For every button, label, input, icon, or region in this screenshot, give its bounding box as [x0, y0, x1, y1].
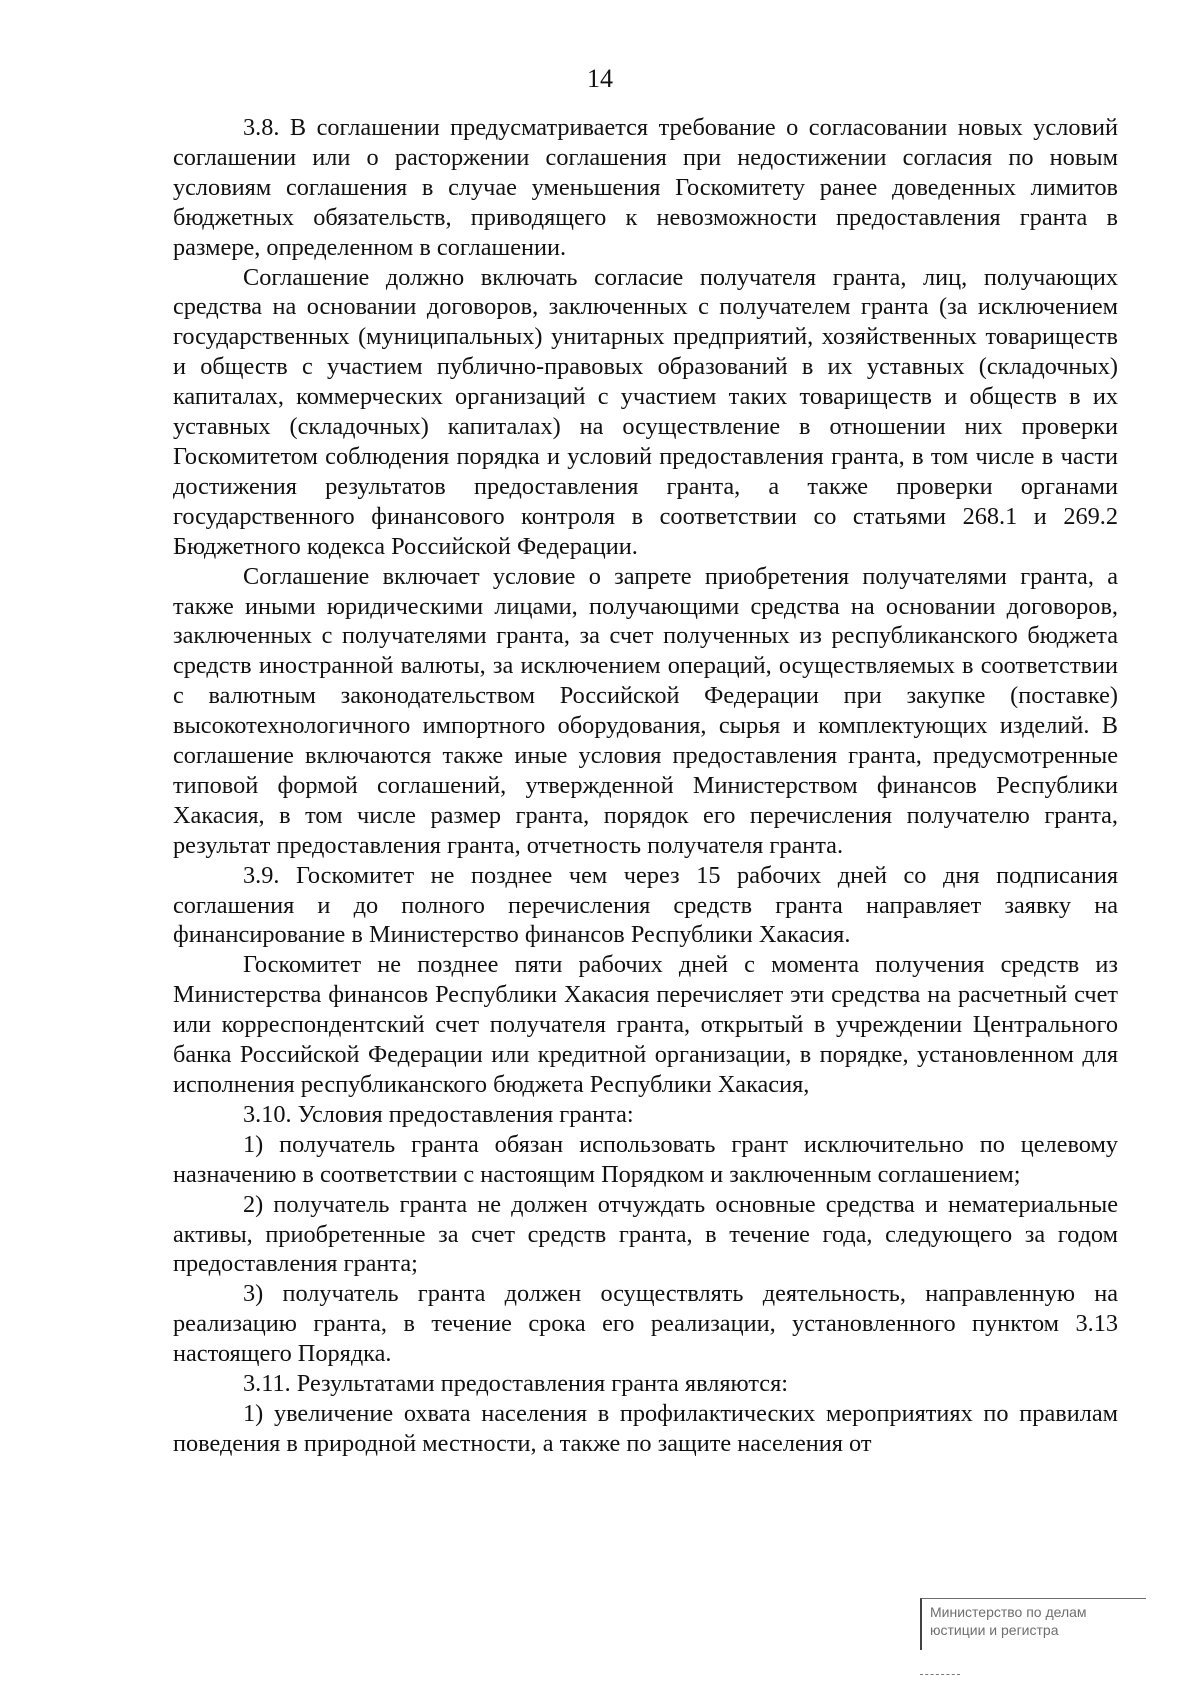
- stamp-line-1: Министерство по делам: [930, 1604, 1087, 1620]
- list-item-result-1: 1) увеличение охвата населения в профилактических мероприятиях по правилам поведения в природной местности, а также по защите населения от: [173, 1399, 1118, 1457]
- paragraph-3-11: 3.11. Результатами предоставления гранта являются:: [243, 1370, 788, 1398]
- list-item-condition-2: 2) получатель гранта не должен отчуждать основные средства и нематериальные активы, приобретенные за счет средств гранта, в течение года, следующего за годом предоставления гранта;: [173, 1190, 1118, 1278]
- paragraph-3-8: 3.8. В соглашении предусматривается требование о согласовании новых условий соглашении или о расторжении соглашения при недостижении согласия по новым условиям соглашения в случае уменьшения Госкомитету ранее доведенных лимитов бюджетных обязательств, приводящего к невозможности предоставления гранта в размере, определенном в соглашении.: [173, 114, 1118, 261]
- document-body: [173, 113, 1118, 1459]
- list-item-condition-3: 3) получатель гранта должен осуществлять деятельность, направленную на реализацию гранта, в течение срока его реализации, установленного пунктом 3.13 настоящего Порядка.: [173, 1280, 1118, 1368]
- paragraph-3-9: 3.9. Госкомитет не позднее чем через 15 рабочих дней со дня подписания соглашения и до полного перечисления средств гранта направляет заявку на финансирование в Министерство финансов Республики Хакасия.: [173, 861, 1118, 949]
- page-number: 14: [587, 64, 613, 93]
- paragraph-agreement-consent: Соглашение должно включать согласие получателя гранта, лиц, получающих средства на основании договоров, заключенных с получателем гранта (за исключением государственных (муниципальных) унитарных предприятий, хозяйственных товариществ и обществ с участием публично-правовых образований в их уставных (складочных) капиталах, коммерческих организаций с участием таких товариществ и обществ в их уставных (складочных) капиталах) на осуществление в отношении них проверки Госкомитетом соблюдения порядка и условий предоставления гранта, в том числе в части достижения результатов предоставления гранта, а также проверки органами государственного финансового контроля в соответствии со статьями 268.1 и 269.2 Бюджетного кодекса Российской Федерации.: [173, 263, 1118, 560]
- paragraph-3-10: 3.10. Условия предоставления гранта:: [243, 1100, 634, 1128]
- stamp-line-2: юстиции и регистра: [930, 1622, 1059, 1638]
- paragraph-transfer-funds: Госкомитет не позднее пяти рабочих дней с момента получения средств из Министерства финансов Республики Хакасия перечисляет эти средства на расчетный счет или корреспондентский счет получателя гранта, открытый в учреждении Центрального банка Российской Федерации или кредитной организации, в порядке, установленном для исполнения республиканского бюджета Республики Хакасия,: [173, 951, 1118, 1098]
- paragraph-agreement-currency-ban: Соглашение включает условие о запрете приобретения получателями гранта, а также иными юридическими лицами, получающими средства на основании договоров, заключенных с получателями гранта, за счет полученных из республиканского бюджета средств иностранной валюты, за исключением операций, осуществляемых в соответствии с валютным законодательством Российской Федерации при закупке (поставке) высокотехнологичного импортного оборудования, сырья и комплектующих изделий. В соглашение включаются также иные условия предоставления гранта, предусмотренные типовой формой соглашений, утвержденной Министерством финансов Республики Хакасия, в том числе размер гранта, порядок его перечисления получателю гранта, результат предоставления гранта, отчетность получателя гранта.: [173, 562, 1118, 859]
- registration-stamp: [920, 1598, 1146, 1650]
- list-item-condition-1: 1) получатель гранта обязан использовать грант исключительно по целевому назначению в соответствии с настоящим Порядком и заключенным соглашением;: [173, 1130, 1118, 1188]
- stamp-underline: [920, 1674, 960, 1676]
